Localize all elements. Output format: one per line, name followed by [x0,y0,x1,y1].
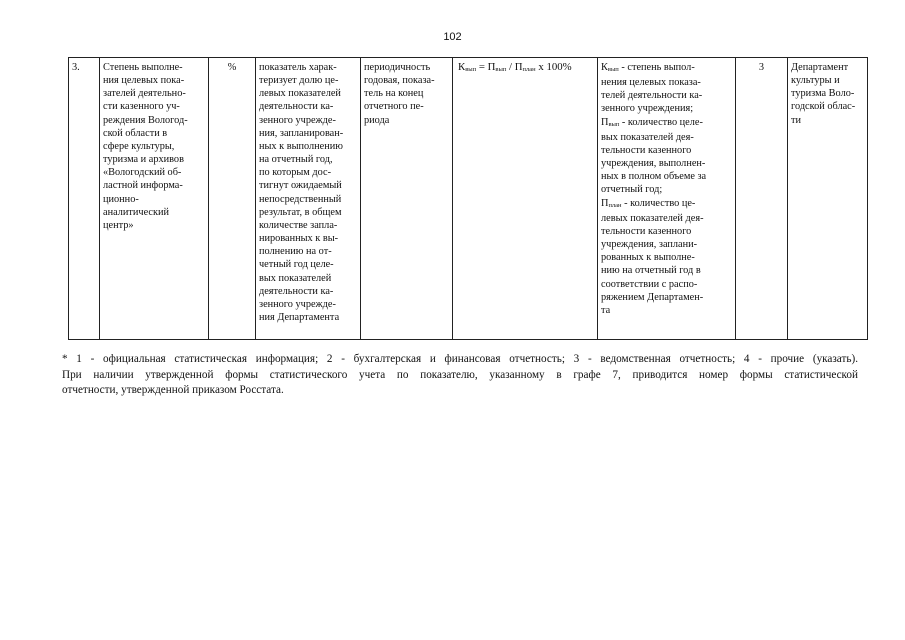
description-line: зенного учрежде- [259,114,336,126]
table-row [69,58,868,340]
variable-p-fact-line: вых показателей дея- [601,131,694,143]
description-line: четный год целе- [259,259,334,271]
footnote [62,352,858,399]
periodicity-line: отчетного пе- [364,101,424,113]
formula-tail: х 100% [535,61,572,73]
variable-p-plan-text: - количество це- [621,197,696,209]
periodicity-line: риода [364,114,390,126]
responsible-line: культуры и [791,75,840,87]
variable-p-plan-line: та [601,304,611,316]
variable-p-fact-symbol: П [601,116,609,128]
variable-p-plan-line: ряжением Департамен- [601,291,704,303]
indicator-name-line: ния целевых пока- [103,75,185,87]
indicator-name-line: центр» [103,219,134,231]
variable-k-symbol: К [601,62,608,73]
unit-cell [209,58,256,340]
description-line: тигнут ожидаемый [259,180,342,192]
variable-p-fact-text: - количество целе- [619,116,703,128]
source-code-cell [736,58,788,340]
description-line: ных к выполнению [259,140,343,152]
variable-k-line: зенного учреждения; [601,103,694,115]
indicator-name-line: Степень выполне- [103,62,183,73]
description-line: ния Департамента [259,311,340,323]
formula-p-plan-subscript: план [522,66,536,73]
description-line: вых показателей [259,272,332,284]
variable-p-plan-def [601,197,732,212]
footnote-line: При наличии утвержденной формы статистического учета по показателю, указанному в графе 7, приводится номер формы статистической [62,368,858,381]
variable-p-plan-symbol: П [601,197,609,209]
description-line: количестве запла- [259,219,338,231]
variable-p-plan-line: соответствии с распо- [601,278,698,290]
variable-p-plan-line: левых показателей дея- [601,212,704,224]
formula-p-fact-subscript: вып [495,66,507,73]
variable-p-plan-line: тельности казенного [601,225,692,237]
description-line: нированных к вы- [259,233,339,245]
responsible-line: Департамент [791,62,849,73]
variable-p-plan-subscript: план [608,201,622,209]
variable-p-plan-line: рованных к выполне- [601,252,695,264]
row-number-cell [69,58,100,340]
indicator-name-line: зателей деятельно- [103,88,186,100]
responsible-cell [788,58,868,340]
variable-p-fact-def [601,116,732,131]
formula-cell [453,58,598,340]
description-line: непосредственный [259,193,342,205]
source-code: 3 [758,62,765,73]
description-line: показатель харак- [259,62,337,73]
responsible-line: годской облас- [791,101,856,113]
variable-k-text: - степень выпол- [618,62,695,73]
periodicity-line: тель на конец [364,88,424,100]
indicator-name-cell [100,58,209,340]
description-line: полнению на от- [259,246,332,258]
variable-k-subscript: вып [607,66,619,73]
indicator-name-line: «Вологодский об- [103,167,182,179]
responsible-line: ти [791,114,802,126]
description-cell [256,58,361,340]
variable-p-plan-line: учреждения, заплани- [601,239,698,251]
indicator-table [68,57,868,340]
indicator-name-line: ционно- [103,193,139,205]
periodicity-cell [361,58,453,340]
row-number: 3. [72,62,80,73]
periodicity-line: годовая, показа- [364,75,435,87]
indicator-name-line: аналитический [103,206,169,218]
formula-equals: = П [476,61,496,73]
variable-p-fact-line: ных в полном объеме за [601,171,707,183]
periodicity-line: периодичность [364,62,431,73]
page-number: 102 [443,31,462,43]
variables-cell [598,58,736,340]
description-line: по которым дос- [259,167,332,179]
variable-k-line: телей деятельности ка- [601,90,703,102]
description-line: левых показателей [259,88,341,100]
description-line: деятельности ка- [259,285,334,297]
indicator-name-line: ской области в [103,127,168,139]
variable-k-line: нения целевых показа- [601,77,701,89]
variable-p-plan-line: нию на отчетный год в [601,265,701,277]
indicator-name-line: реждения Вологод- [103,114,188,126]
formula-k-subscript: вып [465,66,477,73]
formula-k: К [458,61,466,73]
description-line: на отчетный год, [259,154,333,166]
variable-p-fact-line: тельности казенного [601,144,692,156]
variable-k-def [601,61,732,76]
formula-divide: / П [506,61,523,73]
variable-p-fact-line: учреждения, выполнен- [601,158,706,170]
footnote-line: * 1 - официальная статистическая информация; 2 - бухгалтерская и финансовая отчетность; 3 - ведомственная отчетность; 4 - прочие (указать). [62,353,858,365]
responsible-line: туризма Воло- [791,88,855,100]
calculation-formula [456,61,572,73]
description-line: теризует долю це- [259,75,339,87]
indicator-name-line: ластной информа- [103,180,183,192]
indicator-name-line: сти казенного уч- [103,101,180,113]
footnote-line: отчетности, утвержденной приказом Росстата. [62,384,284,396]
variable-p-fact-line: отчетный год; [601,184,663,196]
indicator-name-line: сфере культуры, [103,140,175,152]
indicator-name-line: туризма и архивов [103,154,184,166]
description-line: ния, запланирован- [259,127,344,139]
unit-value: % [227,62,237,73]
description-line: зенного учрежде- [259,298,336,310]
description-line: деятельности ка- [259,101,334,113]
description-line: результат, в общем [259,206,342,218]
variable-p-fact-subscript: вып [608,120,620,128]
